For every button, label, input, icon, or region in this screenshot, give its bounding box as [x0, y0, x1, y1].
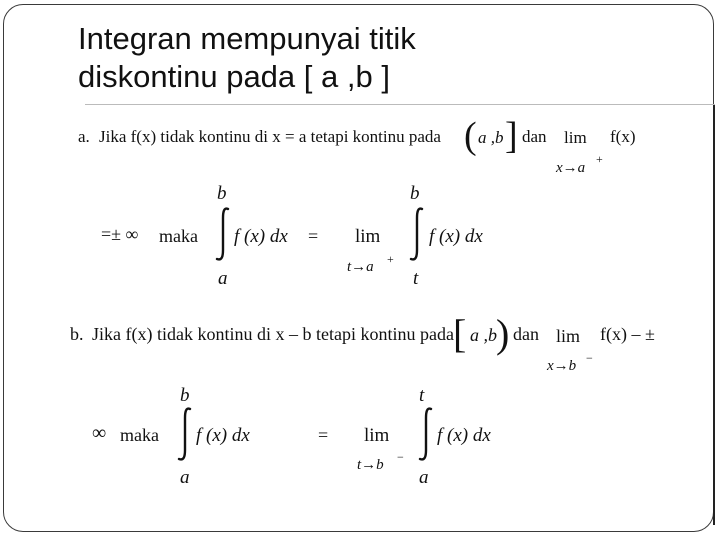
integral-sign-icon [417, 406, 435, 462]
case-a-dan: dan [522, 127, 547, 146]
image-edge-line [85, 104, 715, 105]
case-b-lim-superscript: − [586, 351, 593, 365]
case-b-integrand: f (x) dx [196, 425, 250, 446]
case-a-integral2-lower: t [413, 268, 419, 289]
case-b-integral-upper: b [180, 385, 190, 406]
integral-sign-icon [214, 206, 232, 262]
case-b-interval-open: [ [453, 311, 467, 356]
slide-title [78, 20, 678, 96]
case-b-infinity: ∞ [92, 422, 107, 444]
case-b-interval-close: ) [496, 311, 510, 356]
case-a-integral-upper: b [217, 183, 227, 204]
case-b-fx: f(x) – ± [600, 324, 655, 344]
case-a-integrand: f (x) dx [234, 226, 288, 247]
case-a-integrand2: f (x) dx [429, 226, 483, 247]
case-a-equals: = [308, 226, 319, 246]
case-b-label: b. [70, 324, 84, 344]
case-b-lim2: lim [364, 425, 390, 446]
case-a-lim-superscript: + [596, 152, 603, 166]
case-a-lim2-subscript: t→a [347, 259, 374, 275]
case-b-dan: dan [513, 324, 539, 344]
case-b-integrand2: f (x) dx [437, 425, 491, 446]
case-b-integral2-lower: a [419, 467, 429, 488]
image-edge-line [713, 105, 715, 525]
case-b-interval-body: a ,b [470, 325, 497, 345]
case-a-interval-close: ] [505, 115, 518, 157]
case-b-equals: = [318, 425, 329, 445]
title-line-2: diskontinu pada [ a ,b ] [78, 59, 390, 94]
case-b-lim2-subscript: t→b [357, 457, 384, 473]
case-b-maka: maka [120, 425, 159, 445]
case-b-statement: Jika f(x) tidak kontinu di x – b tetapi kontinu pada [92, 324, 454, 344]
case-a-interval-body: a ,b [478, 128, 504, 147]
case-b-lim-subscript: x→b [547, 358, 577, 374]
case-a-interval-open: ( [464, 115, 477, 157]
case-a-lim: lim [564, 128, 587, 147]
case-a-statement: Jika f(x) tidak kontinu di x = a tetapi kontinu pada [99, 127, 441, 146]
case-a-integral2-upper: b [410, 183, 420, 204]
case-a-maka: maka [159, 226, 198, 246]
case-a-integral-lower: a [218, 268, 228, 289]
integral-sign-icon [408, 206, 426, 262]
case-a-fx: f(x) [610, 127, 636, 146]
case-b-integral-lower: a [180, 467, 190, 488]
case-a-eq-pm-infinity: =± ∞ [101, 224, 139, 244]
case-b-lim: lim [556, 326, 581, 346]
case-a-lim2: lim [355, 226, 381, 247]
case-a-label: a. [78, 127, 90, 146]
case-b-integral2-upper: t [419, 385, 425, 406]
integral-sign-icon [176, 406, 194, 462]
case-b-lim2-superscript: − [397, 450, 404, 464]
title-line-1: Integran mempunyai titik [78, 21, 416, 56]
case-a-lim2-superscript: + [387, 252, 394, 266]
case-a-lim-subscript: x→a [556, 160, 586, 176]
